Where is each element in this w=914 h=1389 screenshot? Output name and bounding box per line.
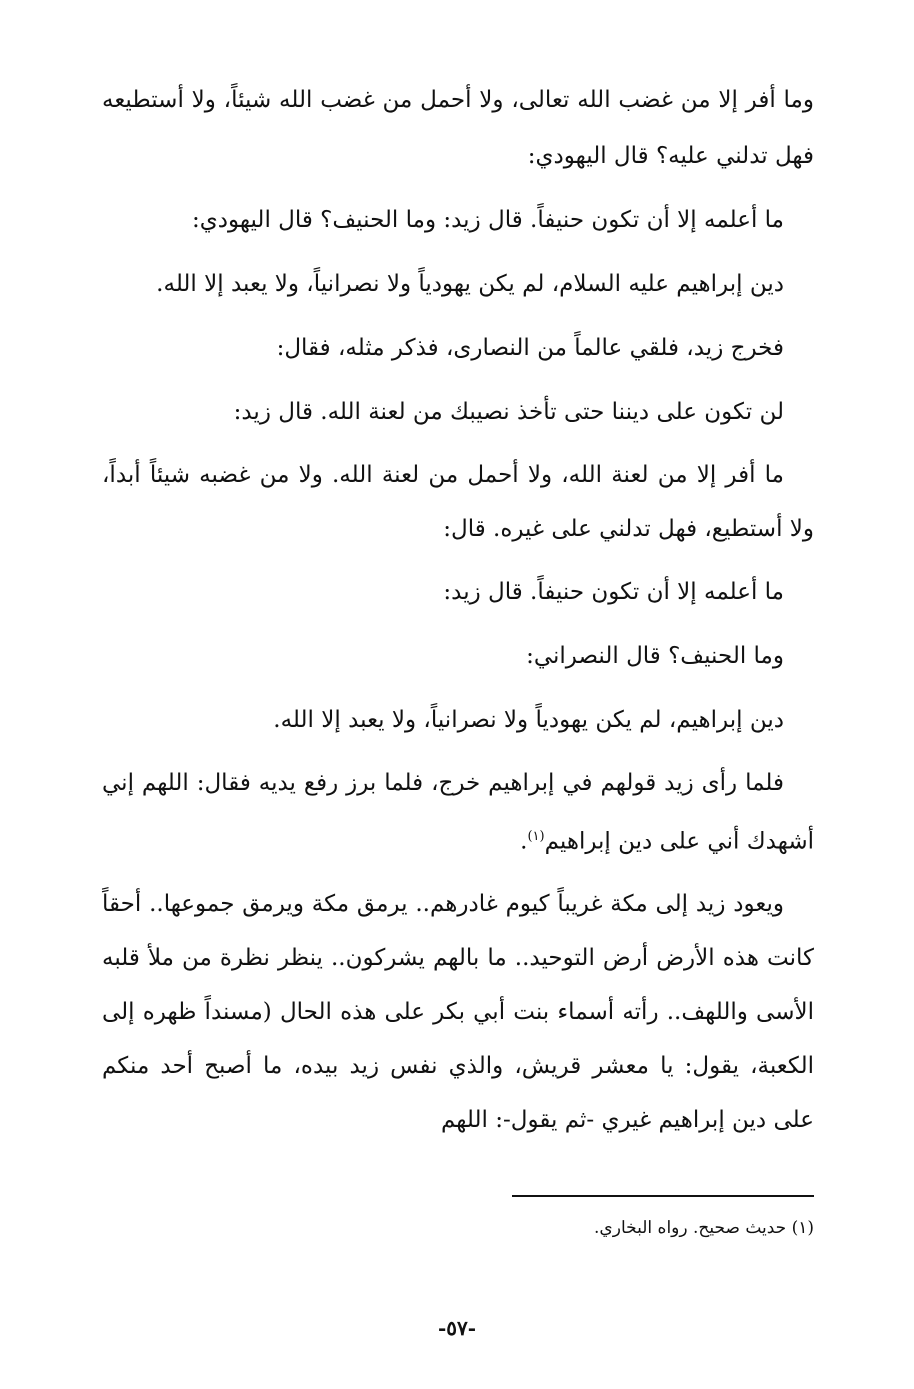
paragraph-10	[102, 756, 814, 869]
footnote-marker: (١)	[527, 829, 545, 844]
page-number: -٥٧-	[437, 1316, 477, 1340]
paragraph-4: فخرج زيد، فلقي عالماً من النصارى، فذكر مثله، فقال:	[276, 335, 784, 361]
paragraph-10-tail: .	[520, 828, 528, 855]
body-text	[102, 72, 814, 1155]
paragraph-8: وما الحنيف؟ قال النصراني:	[526, 643, 784, 669]
footnote: (١) حديث صحيح. رواه البخاري.	[594, 1218, 814, 1238]
paragraph-11: ويعود زيد إلى مكة غريباً كيوم غادرهم.. يرمق مكة ويرمق جموعها.. أحقاً كانت هذه الأرض أرض التوحيد.. ما بالهم يشركون.. ينظر نظرة من ملأ قلبه الأسى واللهف.. رأته أسماء بنت أبي بكر على هذه الحال (مسنداً ظهره إلى الكعبة، يقول: يا معشر قريش، والذي نفس زيد بيده، ما أصبح أحد منكم على دين إبراهيم غيري -ثم يقول-: اللهم	[102, 890, 814, 1133]
paragraph-6: ما أفر إلا من لعنة الله، ولا أحمل من لعنة الله. ولا من غضبه شيئاً أبداً، ولا أستطيع، فهل تدلني على غيره. قال:	[102, 462, 814, 542]
paragraph-1: وما أفر إلا من غضب الله تعالى، ولا أحمل من غضب الله شيئاً، ولا أستطيعه فهل تدلني عليه؟ قال اليهودي:	[102, 87, 814, 169]
paragraph-10-text: فلما رأى زيد قولهم في إبراهيم خرج، فلما برز رفع يديه فقال: اللهم إني أشهدك أني على دين إبراهيم	[102, 770, 814, 855]
paragraph-9: دين إبراهيم، لم يكن يهودياً ولا نصرانياً، ولا يعبد إلا الله.	[273, 707, 784, 733]
paragraph-5: لن تكون على ديننا حتى تأخذ نصيبك من لعنة الله. قال زيد:	[233, 399, 784, 425]
paragraph-7: ما أعلمه إلا أن تكون حنيفاً. قال زيد:	[443, 579, 784, 605]
footnote-divider	[512, 1195, 814, 1197]
paragraph-3: دين إبراهيم عليه السلام، لم يكن يهودياً ولا نصرانياً، ولا يعبد إلا الله.	[156, 271, 784, 297]
paragraph-2: ما أعلمه إلا أن تكون حنيفاً. قال زيد: وما الحنيف؟ قال اليهودي:	[192, 207, 784, 233]
